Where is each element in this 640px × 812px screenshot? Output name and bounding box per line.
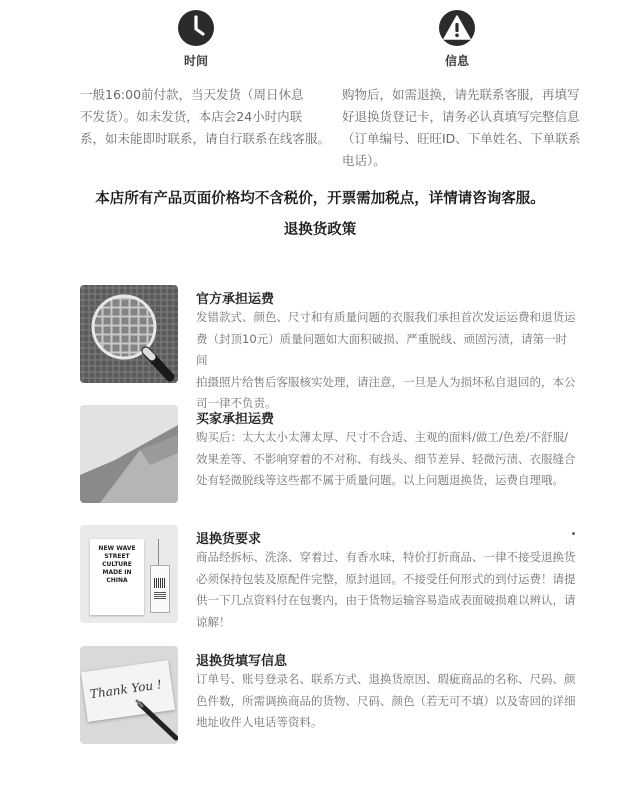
info-line: 购物后，如需退换，请先联系客服，再填写 — [342, 87, 580, 102]
info-line: （订单编号、旺旺ID、下单姓名、下单联系 — [342, 131, 581, 146]
qr-code-icon — [154, 578, 166, 588]
section-body — [196, 427, 576, 492]
clock-icon — [176, 8, 216, 48]
section-body — [196, 547, 576, 633]
tag-line: NEW WAVE — [98, 545, 136, 552]
thank-you-card-image — [80, 646, 178, 744]
tag-line: CULTURE — [102, 561, 132, 568]
tag-line: CHINA — [106, 577, 128, 584]
bullet-dot — [572, 532, 575, 535]
policy-title: 退换货政策 — [283, 222, 357, 238]
fabric-magnifier-image — [80, 285, 178, 383]
section-title: 退换货要求 — [196, 532, 262, 547]
tag-string — [158, 539, 159, 565]
section-line: 司一律不负责。 — [196, 396, 277, 410]
section-line: 订单号、账号登录名、联系方式、退换货原因、瑕疵商品的名称、尺码、颜 — [196, 672, 576, 686]
time-text — [80, 84, 330, 150]
time-line: 不发货）。如未发货，本店会24小时内联 — [80, 109, 303, 124]
tag-text — [90, 539, 144, 585]
time-line: 一般16:00前付款，当天发货（周日休息 — [80, 87, 304, 102]
card-text: Thank You ! — [89, 677, 163, 702]
folded-fabric-image — [80, 405, 178, 503]
section-line: 效果差等、不影响穿着的不对称、有线头、细节差异、轻微污渍、衣服缝合 — [196, 451, 576, 466]
section-title: 买家承担运费 — [196, 412, 275, 427]
section-line: 色件数，所需调换商品的货物、尺码、颜色（若无可不填）以及寄回的详细 — [196, 693, 576, 708]
section-line: 处有轻微脱线等这些都不属于质量问题。以上问题退换货，运费自理哦。 — [196, 473, 564, 487]
time-label: 时间 — [183, 54, 208, 68]
section-body — [196, 307, 576, 415]
tag-card — [90, 539, 144, 615]
section-title: 退换货填写信息 — [196, 654, 288, 669]
new-wave-tag-image — [80, 525, 178, 623]
tag-line: MADE IN — [102, 569, 132, 576]
section-line: 购买后：太大太小太薄太厚、尺寸不合适、主观的面料/做工/色差/不舒服/ — [196, 430, 568, 444]
section-line: 谅解！ — [196, 614, 231, 629]
warning-icon — [437, 8, 477, 48]
section-body — [196, 669, 576, 734]
time-line: 系，如未能即时联系，请自行联系在线客服。 — [80, 131, 331, 146]
section-line: 费（封顶10元）质量问题如大面积破损、严重脱线、顽固污渍，请第一时间 — [196, 331, 568, 367]
info-line: 好退换货登记卡，请务必认真填写完整信息 — [342, 109, 580, 124]
pen-icon — [80, 646, 178, 744]
tag-line: STREET — [104, 553, 130, 560]
barcode-icon — [154, 591, 166, 599]
section-line: 供一下几点资料付在包裹内，由于货物运输容易造成表面破损难以辨认，请 — [196, 593, 576, 607]
info-text — [342, 84, 580, 172]
section-line: 拍摄照片给售后客服核实处理，请注意，一旦是人为损坏私自退回的，本公 — [196, 374, 576, 389]
info-line: 电话）。 — [342, 153, 386, 168]
info-label: 信息 — [444, 54, 469, 68]
tax-notice: 本店所有产品页面价格均不含税价，开票需加税点，详情请咨询客服。 — [95, 191, 545, 207]
section-title: 官方承担运费 — [196, 292, 275, 307]
section-line: 地址收件人电话等资料。 — [196, 715, 323, 729]
section-line: 必须保持包装及原配件完整，原封退回。不接受任何形式的到付运费！请提 — [196, 571, 576, 586]
section-line: 商品经拆标、洗涤、穿着过、有香水味，特价打折商品、一律不接受退换货 — [196, 550, 576, 564]
hang-tag — [150, 565, 170, 613]
section-line: 发错款式、颜色、尺寸和有质量问题的衣服我们承担首次发运运费和退货运 — [196, 310, 576, 324]
